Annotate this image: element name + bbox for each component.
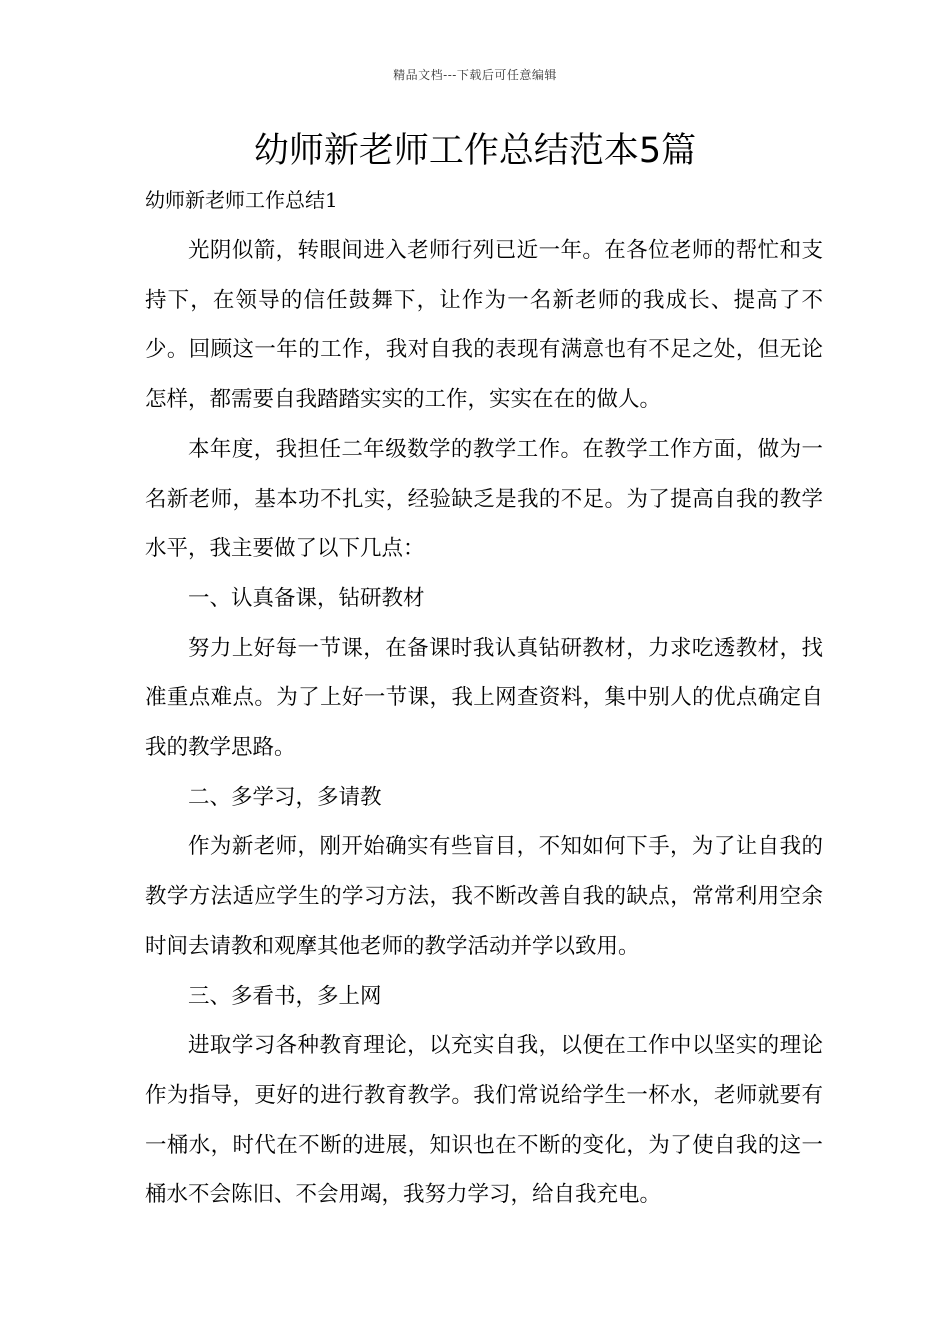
document-title: 幼师新老师工作总结范本5篇 — [253, 131, 697, 171]
subheading-prepare-lessons: 一、认真备课，钻研教材 — [188, 585, 425, 611]
header-note: 精品文档---下载后可任意编辑 — [393, 68, 557, 82]
subheading-learn-and-ask: 二、多学习，多请教 — [188, 784, 382, 810]
subheading-read-and-browse: 三、多看书，多上网 — [188, 983, 382, 1009]
paragraph-teaching-role: 本年度，我担任二年级数学的教学工作。在教学工作方面，做为一名新老师，基本功不扎实，经验缺乏是我的不足。为了提高自我的教学水平，我主要做了以下几点： — [145, 436, 823, 562]
paragraph-intro: 光阴似箭，转眼间进入老师行列已近一年。在各位老师的帮忙和支持下，在领导的信任鼓舞下，让作为一名新老师的我成长、提高了不少。回顾这一年的工作，我对自我的表现有满意也有不足之处，但无论怎样，都需要自我踏踏实实的工作，实实在在的做人。 — [145, 238, 823, 413]
paragraph-prepare-lessons: 努力上好每一节课，在备课时我认真钻研教材，力求吃透教材，找准重点难点。为了上好一节课，我上网查资料，集中别人的优点确定自我的教学思路。 — [145, 635, 823, 761]
paragraph-learn-and-ask: 作为新老师，刚开始确实有些盲目，不知如何下手，为了让自我的教学方法适应学生的学习方法，我不断改善自我的缺点，常常利用空余时间去请教和观摩其他老师的教学活动并学以致用。 — [145, 834, 823, 959]
paragraph-read-and-browse: 进取学习各种教育理论，以充实自我，以便在工作中以坚实的理论作为指导，更好的进行教育教学。我们常说给学生一杯水，老师就要有一桶水，时代在不断的进展，知识也在不断的变化，为了使自我的这一桶水不会陈旧、不会用竭，我努力学习，给自我充电。 — [145, 1033, 823, 1208]
section-title: 幼师新老师工作总结1 — [145, 188, 338, 212]
document-body — [145, 226, 823, 1220]
